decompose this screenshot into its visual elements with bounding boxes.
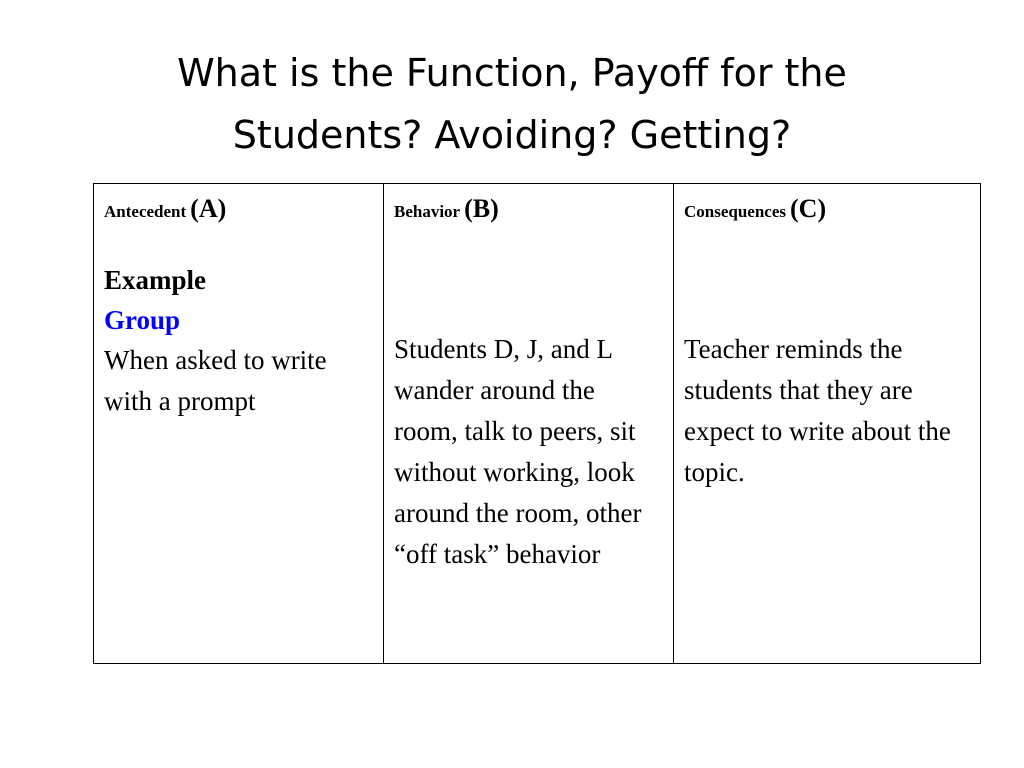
consequences-cell [674, 184, 981, 664]
behavior-header [394, 194, 665, 228]
antecedent-header [104, 194, 375, 228]
behavior-text: Students D, J, and L wander around the room, talk to peers, sit without working, look around the room, other “off task” behavior [394, 334, 642, 569]
slide-title-line-2: Students? Avoiding? Getting? [232, 113, 792, 157]
behavior-label: Behavior [394, 202, 461, 221]
consequences-text: Teacher reminds the students that they are expect to write about the topic. [684, 334, 951, 487]
antecedent-label: Antecedent [104, 202, 187, 221]
slide-title-line-1: What is the Function, Payoff for the [177, 51, 847, 95]
example-label: Example [104, 265, 207, 295]
consequences-letter: (C) [790, 194, 827, 223]
table-row [94, 184, 981, 664]
antecedent-letter: (A) [190, 194, 227, 223]
consequences-header [684, 194, 972, 228]
group-label: Group [104, 305, 181, 335]
behavior-cell [384, 184, 674, 664]
antecedent-text: When asked to write with a prompt [104, 345, 327, 416]
slide-title [0, 42, 1024, 166]
abc-table [93, 183, 981, 664]
behavior-letter: (B) [464, 194, 499, 223]
antecedent-cell [94, 184, 384, 664]
consequences-label: Consequences [684, 202, 787, 221]
